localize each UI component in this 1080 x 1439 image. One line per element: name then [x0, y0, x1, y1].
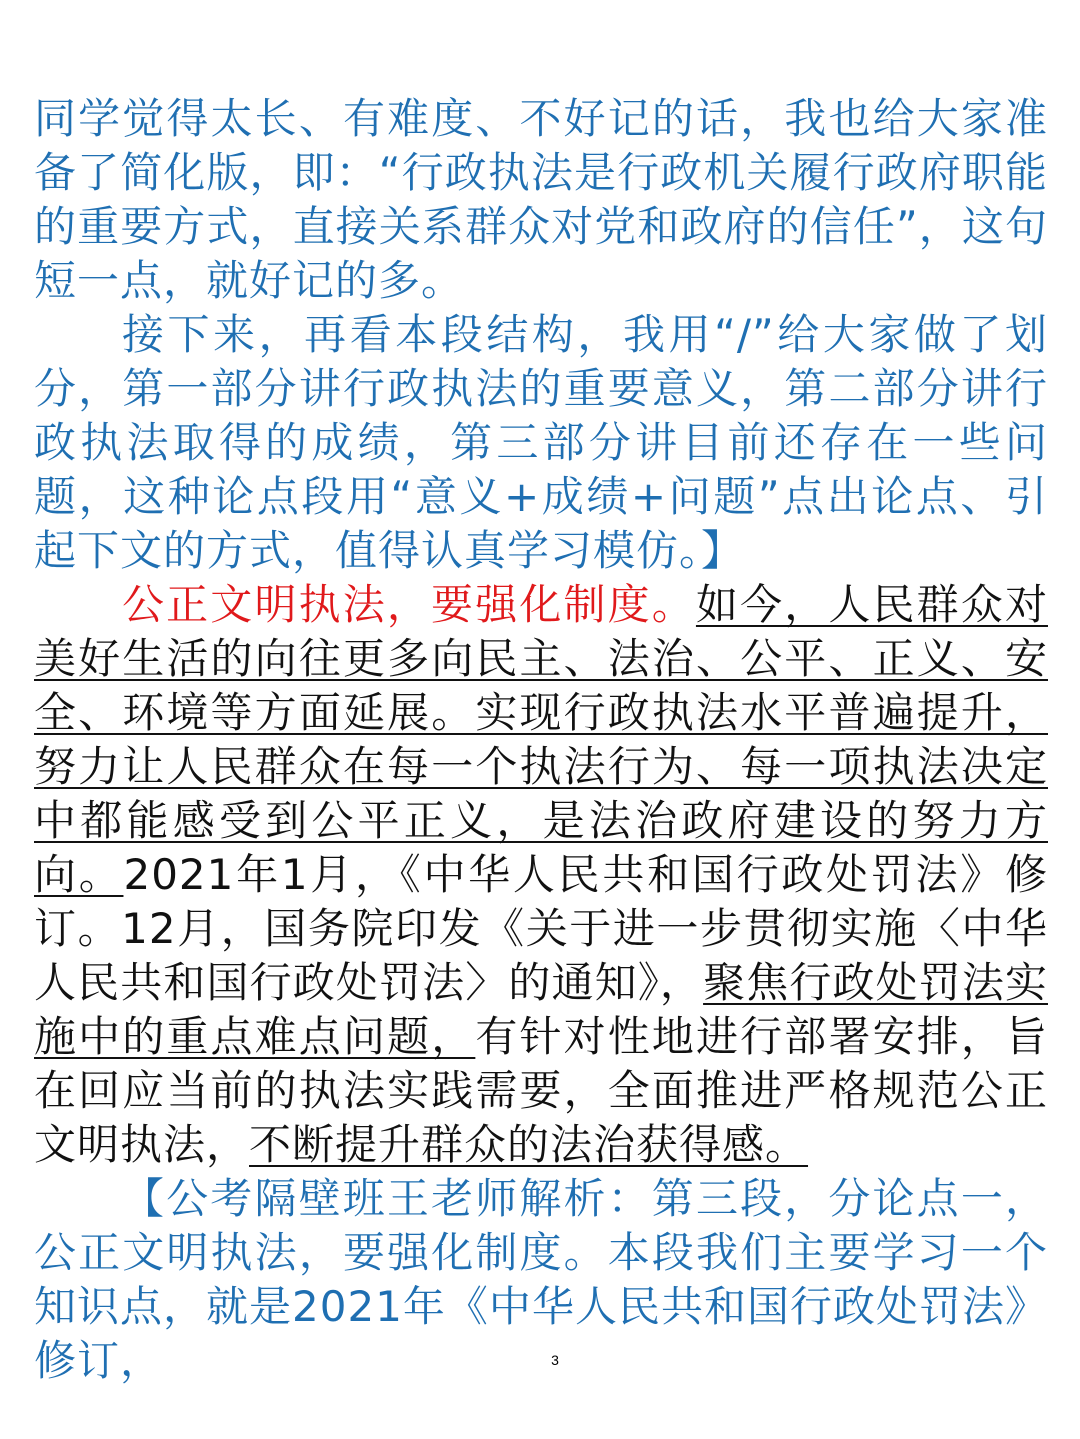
- section-heading-red: 公正文明执法，要强化制度。: [122, 580, 696, 629]
- page-number: 3: [551, 1352, 559, 1368]
- underlined-text-1: 如今，人民群众对美好生活的向往更多向民主、法治、公平、正义、安全、环境等方面延展。实现行政执法水平普遍提升，努力让人民群众在每一个执法行为、每一项执法决定中都能感受到公平正义，是法治政府建设的努力方向。: [34, 580, 1048, 899]
- body-paragraph-argument-one: [34, 578, 1048, 1172]
- document-body: [34, 92, 1048, 1388]
- analysis-paragraph-structure: 接下来，再看本段结构，我用“/”给大家做了划分，第一部分讲行政执法的重要意义，第二部分讲行政执法取得的成绩，第三部分讲目前还存在一些问题，这种论点段用“意义+成绩+问题”点出论点、引起下文的方式，值得认真学习模仿。】: [34, 310, 1048, 575]
- underlined-text-3: 不断提升群众的法治获得感。: [249, 1120, 809, 1169]
- body-text-1: 2021年1月，《中华人民共和国行政处罚法》修订。12月，国务院印发《关于进一步贯彻实施〈中华人民共和国行政处罚法〉的通知》，: [34, 850, 1048, 1007]
- analysis-paragraph-continued: 同学觉得太长、有难度、不好记的话，我也给大家准备了简化版，即：“行政执法是行政机关履行政府职能的重要方式，直接关系群众对党和政府的信任”，这句短一点，就好记的多。: [34, 94, 1048, 305]
- analysis-paragraph-section-three: 【公考隔壁班王老师解析：第三段，分论点一，公正文明执法，要强化制度。本段我们主要学习一个知识点，就是2021年《中华人民共和国行政处罚法》修订，: [34, 1174, 1048, 1385]
- body-text-2: 有针对性地进行部署安排，旨在回应当前的执法实践需要，全面推进严格规范公正文明执法，: [34, 1012, 1048, 1169]
- underlined-text-2: 聚焦行政处罚法实施中的重点难点问题，: [34, 958, 1048, 1061]
